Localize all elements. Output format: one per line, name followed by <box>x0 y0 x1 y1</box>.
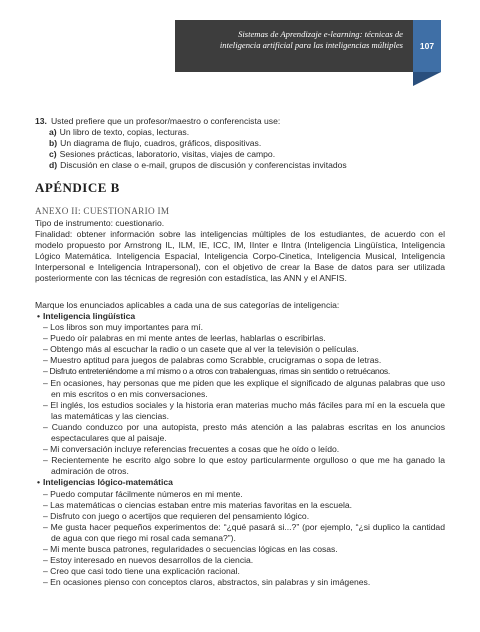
question-number: 13. <box>35 116 47 126</box>
page-number-tab <box>413 20 441 72</box>
option-b <box>35 138 445 149</box>
option-text: Un libro de texto, copias, lecturas. <box>59 127 190 138</box>
page-number: 107 <box>419 41 435 51</box>
category-name: Inteligencias lógico-matemática <box>43 477 173 488</box>
list-item: – Las matemáticas o ciencias estaban entre mis materias favoritas en la escuela. <box>43 499 353 510</box>
category-heading <box>35 311 445 322</box>
list-item: – En ocasiones, hay personas que me piden que les explique el significado de algunas palabras que uso en mis escritos o en mis conversaciones. <box>43 377 445 399</box>
appendix-title: APÉNDICE B <box>35 180 120 195</box>
question-stem <box>35 116 445 127</box>
header-title-line1: Sistemas de Aprendizaje e-learning: técnicas de <box>238 29 403 39</box>
option-text: Un diagrama de flujo, cuadros, gráficos, dispositivas. <box>60 138 262 149</box>
list-item: – Mi conversación incluye referencias frecuentes a cosas que he oído o leído. <box>43 444 340 455</box>
list-item: – Cuando conduzco por una autopista, presto más atención a las palabras escritas en los anuncios espectaculares que al paisaje. <box>43 421 445 444</box>
list-item: – Puedo computar fácilmente números en mi mente. <box>43 488 243 499</box>
list-item: – Estoy interesado en nuevos desarrollos de la ciencia. <box>43 555 254 566</box>
list-item: – Obtengo más al escuchar la radio o un casete que al ver la televisión o películas. <box>43 344 359 355</box>
list-item: – Puedo oír palabras en mi mente antes de leerlas, hablarlas o escribirlas. <box>43 333 326 344</box>
list-item: – Disfruto entreteniéndome a mí mismo o a otros con trabalenguas, rimas sin sentido o retruécanos. <box>43 366 390 377</box>
header-title-line2: inteligencia artificial para las inteligencias múltiples <box>219 40 403 50</box>
list-item: – Disfruto con juego o acertijos que requieren del pensamiento lógico. <box>43 510 310 521</box>
list-item: – Los libros son muy importantes para mí. <box>43 322 204 333</box>
purpose-paragraph: Finalidad: obtener información sobre las inteligencias múltiples de los estudiantes, de acuerdo con el modelo propuesto por Arnstrong IL, ILM, IE, ICC, IM, IInter e IIntra (Inteligencia Lingüística, Inteligencia Lógico Matemática. Inteligencia Espacial, Inteligencia Corpo-Cinetica, Inteligencia Musical, Inteligencia Interpersonal e Inteligencia Intrapersonal), con el objetivo de crear la Base de datos para ser utilizada posteriormente con las técnicas de regresión con estadística, las ANN y el ANFIS. <box>35 229 445 284</box>
category-name: Inteligencia lingüística <box>43 311 136 321</box>
bullet: • <box>37 477 41 488</box>
option-letter: a) <box>49 127 57 138</box>
option-letter: b) <box>49 138 58 149</box>
annex-title: ANEXO II: CUESTIONARIO IM <box>35 206 170 216</box>
list-item: – Mi mente busca patrones, regularidades o secuencias lógicas en las cosas. <box>43 543 338 554</box>
categories-list <box>35 311 445 588</box>
running-header <box>175 20 413 72</box>
bullet: • <box>37 311 41 321</box>
option-a <box>35 127 445 138</box>
question-text: Usted prefiere que un profesor/maestro o conferencista use: <box>50 116 281 126</box>
option-letter: d) <box>49 160 58 171</box>
option-text: Sesiones prácticas, laboratorio, visitas, viajes de campo. <box>59 149 276 160</box>
list-item: – Creo que casi todo tiene una explicación racional. <box>43 566 240 577</box>
instruction-text: Marque los enunciados aplicables a cada una de sus categorías de inteligencia: <box>35 300 340 310</box>
option-c <box>35 149 445 160</box>
question-13 <box>35 116 445 171</box>
instrument-type: Tipo de instrumento: cuestionario. <box>35 218 165 228</box>
category-heading <box>35 477 445 488</box>
list-item: – El inglés, los estudios sociales y la historia eran materias mucho más fáciles para mí en la escuela que las matemáticas y las ciencias. <box>43 399 445 421</box>
option-d <box>35 160 445 171</box>
annex-description <box>35 218 445 285</box>
list-item: – Me gusta hacer pequeños experimentos de: “¿qué pasará si...?” (por ejemplo, “¿si duplico la cantidad de agua con que riego mi rosal cada semana?”). <box>43 521 445 543</box>
list-item: – Recientemente he escrito algo sobre lo que estoy particularmente orgulloso o que me ha ganado la admiración de otros. <box>43 455 445 477</box>
option-text: Discusión en clase o e-mail, grupos de discusión y conferencistas invitados <box>60 160 347 171</box>
list-item: – En ocasiones pienso con conceptos claros, abstractos, sin palabras y sin imágenes. <box>43 577 371 588</box>
list-item: – Muestro aptitud para juegos de palabras como Scrabble, crucigramas o sopa de letras. <box>43 355 382 366</box>
page-tab-fold <box>413 72 441 86</box>
option-letter: c) <box>49 149 57 160</box>
